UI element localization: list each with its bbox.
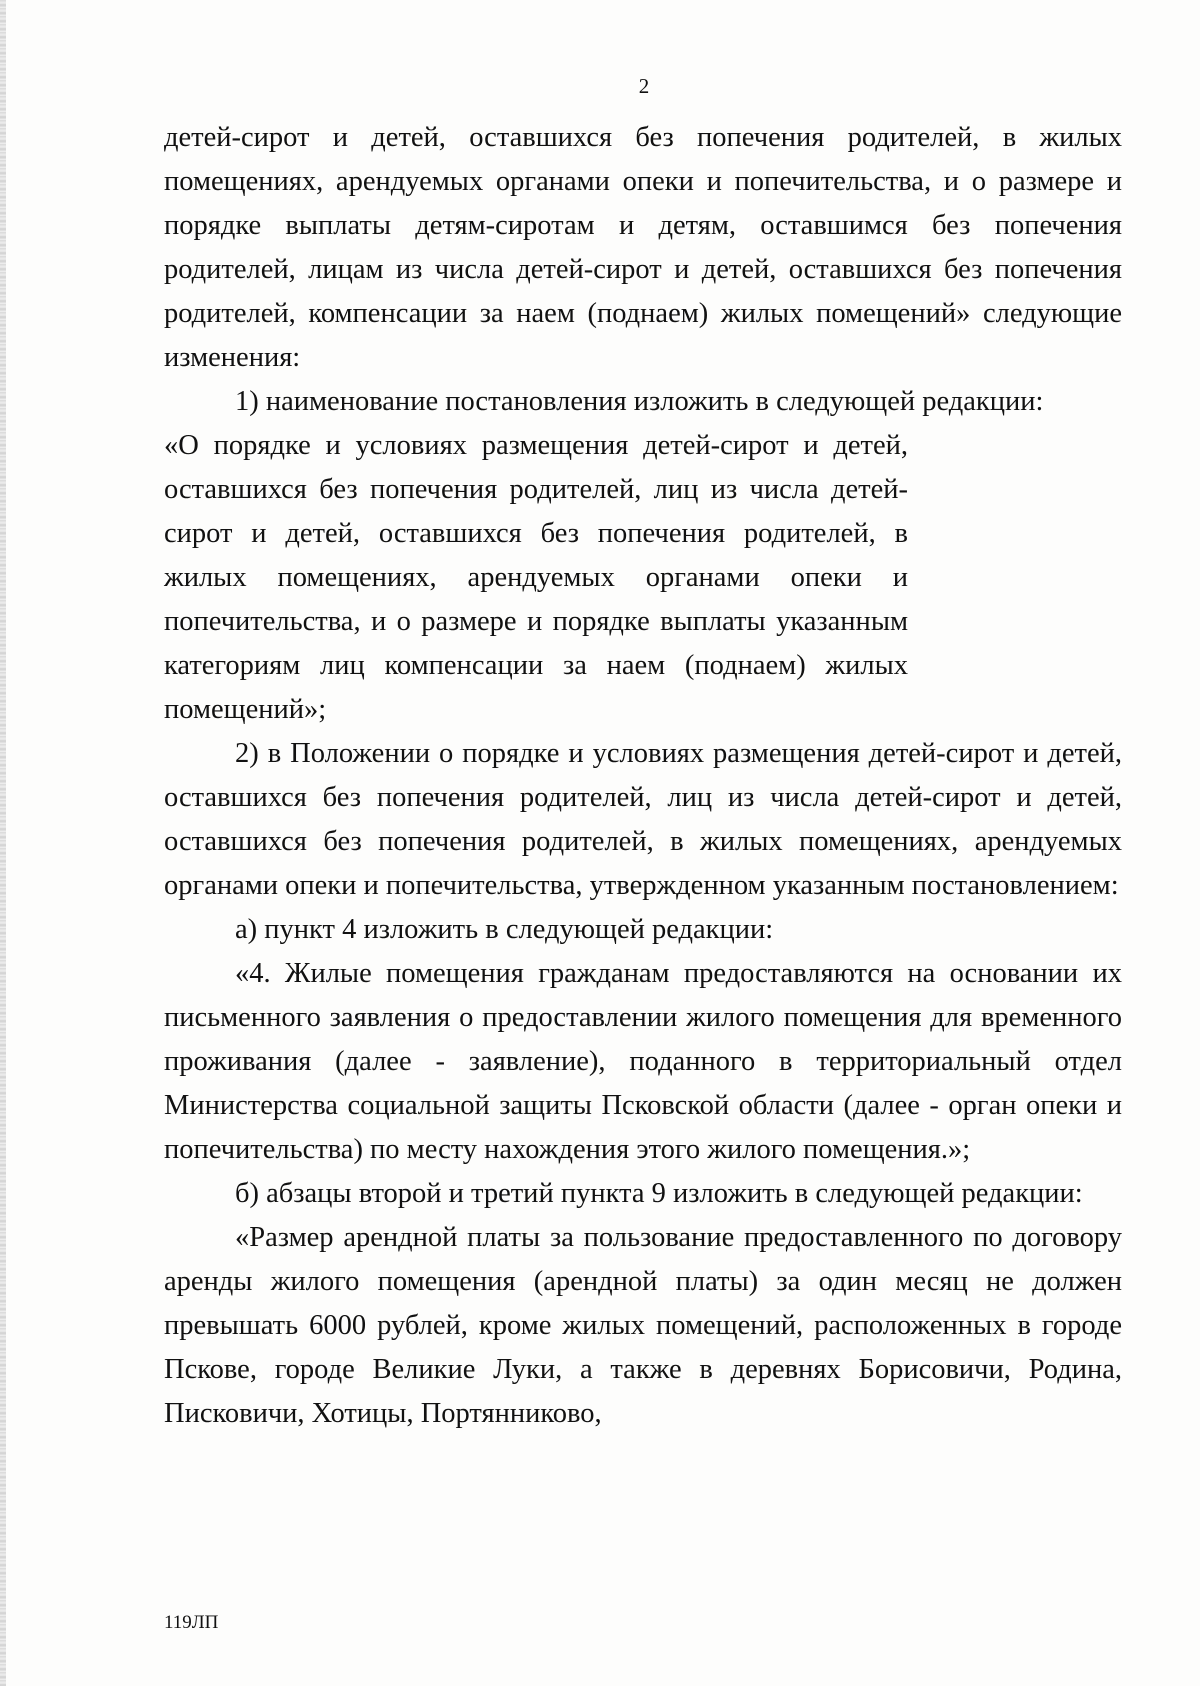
paragraph-item-1: 1) наименование постановления изложить в следующей редакции: bbox=[235, 386, 1044, 417]
scan-edge bbox=[0, 0, 6, 1686]
paragraph-point-4: «4. Жилые помещения гражданам предоставляются на основании их письменного заявления о предоставлении жилого помещения для временного проживания (далее - заявление), поданного в территориальный отдел Министерства социальной защиты Псковской области (далее - орган опеки и попечительства) по месту нахождения этого жилого помещения.»; bbox=[164, 958, 1122, 1165]
paragraph-rent-size: «Размер арендной платы за пользование предоставленного по договору аренды жилого помещения (арендной платы) за один месяц не должен превышать 6000 рублей, кроме жилых помещений, расположенных в городе Пскове, городе Великие Луки, а также в деревнях Борисовичи, Родина, Писковичи, Хотицы, Портянниково, bbox=[164, 1222, 1122, 1429]
document-code: 119ЛП bbox=[164, 1612, 219, 1633]
paragraph-subitem-b: б) абзацы второй и третий пункта 9 изложить в следующей редакции: bbox=[235, 1178, 1083, 1209]
paragraph-quoted-title: «О порядке и условиях размещения детей-сирот и детей, оставшихся без попечения родителей, лиц из числа детей-сирот и детей, оставшихся без попечения родителей, в жилых помещениях, арендуемых органами опеки и попечительства, и о размере и порядке выплаты указанным категориям лиц компенсации за наем (поднаем) жилых помещений»; bbox=[164, 430, 908, 725]
paragraph-item-2: 2) в Положении о порядке и условиях размещения детей-сирот и детей, оставшихся без попечения родителей, лиц из числа детей-сирот и детей, оставшихся без попечения родителей, в жилых помещениях, арендуемых органами опеки и попечительства, утвержденном указанным постановлением: bbox=[164, 738, 1122, 901]
document-body bbox=[164, 116, 1122, 1436]
page-number: 2 bbox=[638, 74, 650, 98]
paragraph-continuation: детей-сирот и детей, оставшихся без попечения родителей, в жилых помещениях, арендуемых органами опеки и попечительства, и о размере и порядке выплаты детям-сиротам и детям, оставшимся без попечения родителей, лицам из числа детей-сирот и детей, оставшихся без попечения родителей, компенсации за наем (поднаем) жилых помещений» следующие изменения: bbox=[164, 122, 1122, 373]
paragraph-subitem-a: а) пункт 4 изложить в следующей редакции: bbox=[235, 914, 774, 945]
